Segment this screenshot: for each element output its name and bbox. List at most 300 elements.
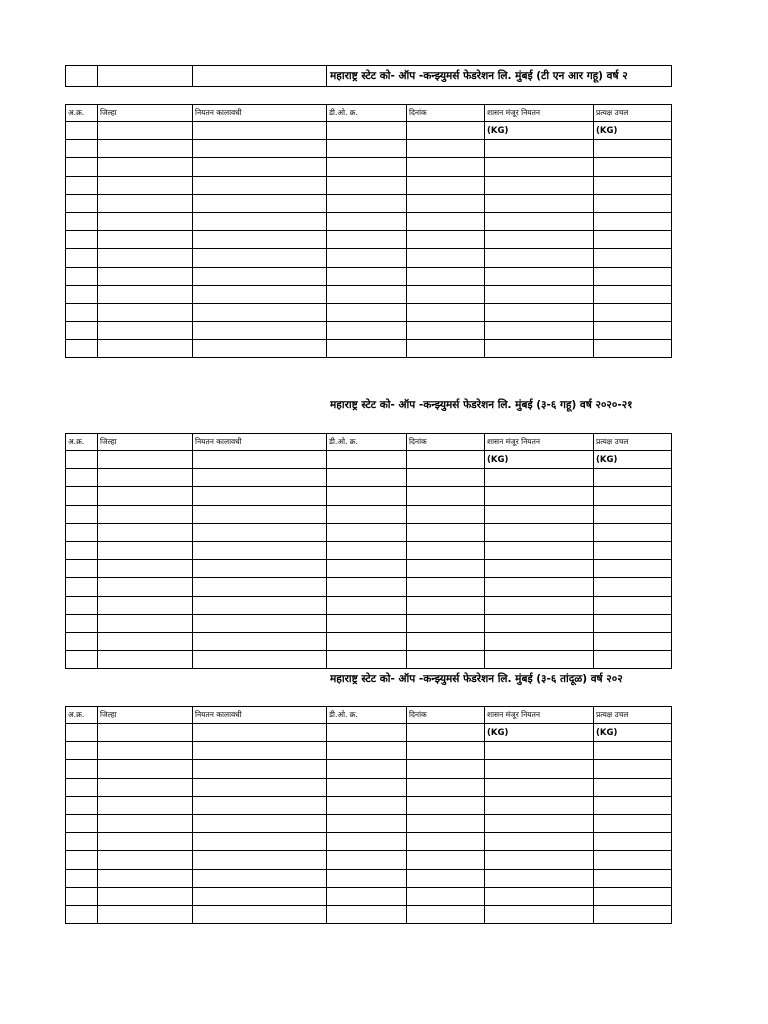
cell-district bbox=[98, 523, 193, 541]
cell-allocation-period bbox=[193, 833, 327, 851]
cell-serial-no bbox=[66, 905, 98, 923]
cell-do-number bbox=[327, 487, 407, 505]
cell-date bbox=[407, 851, 485, 869]
cell-do-number bbox=[327, 614, 407, 632]
cell-allocation-period bbox=[193, 176, 327, 194]
cell-allocation-period bbox=[193, 267, 327, 285]
cell-do-number bbox=[327, 887, 407, 905]
cell-serial-no bbox=[66, 814, 98, 832]
cell-do-number bbox=[327, 231, 407, 249]
cell-district bbox=[98, 814, 193, 832]
cell-date bbox=[407, 541, 485, 559]
cell-do-number bbox=[327, 778, 407, 796]
cell-do-number bbox=[327, 596, 407, 614]
table-row bbox=[66, 505, 672, 523]
cell-district bbox=[98, 778, 193, 796]
cell-actual-lifting bbox=[594, 487, 672, 505]
cell-date bbox=[407, 724, 485, 742]
cell-district bbox=[98, 632, 193, 650]
cell-date bbox=[407, 212, 485, 230]
cell-actual-lifting bbox=[594, 632, 672, 650]
cell-actual-lifting bbox=[594, 322, 672, 340]
cell-govt-sanctioned-allocation bbox=[485, 212, 594, 230]
allocation-table-1 bbox=[65, 104, 672, 358]
cell-district bbox=[98, 833, 193, 851]
cell-actual-lifting bbox=[594, 523, 672, 541]
cell-do-number bbox=[327, 851, 407, 869]
cell-actual-lifting bbox=[594, 212, 672, 230]
header-serial-no: अ.क्र. bbox=[66, 434, 98, 451]
table-row bbox=[66, 469, 672, 487]
cell-district bbox=[98, 578, 193, 596]
cell-govt-sanctioned-allocation bbox=[485, 632, 594, 650]
table-row bbox=[66, 140, 672, 158]
cell-date bbox=[407, 869, 485, 887]
cell-actual-lifting bbox=[594, 578, 672, 596]
cell-district bbox=[98, 303, 193, 321]
cell-date bbox=[407, 632, 485, 650]
cell-date bbox=[407, 796, 485, 814]
cell-serial-no bbox=[66, 322, 98, 340]
cell-do-number bbox=[327, 578, 407, 596]
table-row bbox=[66, 249, 672, 267]
cell-do-number bbox=[327, 140, 407, 158]
cell-allocation-period bbox=[193, 158, 327, 176]
cell-date bbox=[407, 231, 485, 249]
cell-actual-lifting bbox=[594, 833, 672, 851]
cell-do-number bbox=[327, 212, 407, 230]
cell-actual-lifting bbox=[594, 760, 672, 778]
cell-serial-no bbox=[66, 505, 98, 523]
cell-govt-sanctioned-allocation bbox=[485, 851, 594, 869]
cell-do-number bbox=[327, 285, 407, 303]
cell-serial-no bbox=[66, 194, 98, 212]
table-row bbox=[66, 596, 672, 614]
cell-allocation-period bbox=[193, 614, 327, 632]
cell-allocation-period bbox=[193, 340, 327, 358]
cell-date bbox=[407, 487, 485, 505]
cell-govt-sanctioned-allocation: (KG) bbox=[485, 451, 594, 469]
cell-govt-sanctioned-allocation bbox=[485, 778, 594, 796]
cell-serial-no bbox=[66, 487, 98, 505]
cell-allocation-period bbox=[193, 632, 327, 650]
cell-actual-lifting bbox=[594, 158, 672, 176]
cell-district bbox=[98, 231, 193, 249]
cell-district bbox=[98, 212, 193, 230]
cell-allocation-period bbox=[193, 140, 327, 158]
table-row bbox=[66, 632, 672, 650]
cell-actual-lifting bbox=[594, 596, 672, 614]
cell-district bbox=[98, 176, 193, 194]
cell-allocation-period bbox=[193, 560, 327, 578]
cell-govt-sanctioned-allocation bbox=[485, 887, 594, 905]
cell-district bbox=[98, 340, 193, 358]
header-row bbox=[66, 105, 672, 122]
cell-do-number bbox=[327, 651, 407, 669]
cell-date bbox=[407, 905, 485, 923]
cell-govt-sanctioned-allocation bbox=[485, 176, 594, 194]
cell-allocation-period bbox=[193, 724, 327, 742]
federation-title-tnr-wheat: महाराष्ट्र स्टेट को- ऑप -कन्झ्युमर्स फेडरेशन लि. मुंबई (टी एन आर गहू) वर्ष २ bbox=[327, 66, 672, 87]
cell-actual-lifting bbox=[594, 267, 672, 285]
cell-do-number bbox=[327, 905, 407, 923]
cell-govt-sanctioned-allocation bbox=[485, 742, 594, 760]
cell-govt-sanctioned-allocation bbox=[485, 614, 594, 632]
header-district: जिल्हा bbox=[98, 707, 193, 724]
cell-do-number bbox=[327, 469, 407, 487]
header-govt-sanctioned-allocation: शासन मंजूर नियतन bbox=[485, 434, 594, 451]
cell-date bbox=[407, 523, 485, 541]
cell-serial-no bbox=[66, 340, 98, 358]
cell-allocation-period bbox=[193, 596, 327, 614]
table-row bbox=[66, 194, 672, 212]
header-district: जिल्हा bbox=[98, 105, 193, 122]
cell-allocation-period bbox=[193, 814, 327, 832]
cell-allocation-period bbox=[193, 523, 327, 541]
cell-actual-lifting bbox=[594, 249, 672, 267]
cell-govt-sanctioned-allocation bbox=[485, 796, 594, 814]
cell-do-number bbox=[327, 541, 407, 559]
header-serial-no: अ.क्र. bbox=[66, 105, 98, 122]
cell-date bbox=[407, 742, 485, 760]
cell-do-number bbox=[327, 742, 407, 760]
cell-allocation-period bbox=[193, 122, 327, 140]
cell-date bbox=[407, 267, 485, 285]
cell-actual-lifting: (KG) bbox=[594, 451, 672, 469]
cell-do-number bbox=[327, 322, 407, 340]
cell-actual-lifting bbox=[594, 303, 672, 321]
table-row bbox=[66, 869, 672, 887]
cell-allocation-period bbox=[193, 285, 327, 303]
cell-govt-sanctioned-allocation bbox=[485, 469, 594, 487]
cell-actual-lifting: (KG) bbox=[594, 724, 672, 742]
cell-district bbox=[98, 267, 193, 285]
cell-serial-no bbox=[66, 285, 98, 303]
table-row bbox=[66, 760, 672, 778]
cell-do-number bbox=[327, 833, 407, 851]
cell-date bbox=[407, 505, 485, 523]
cell-date bbox=[407, 778, 485, 796]
cell-actual-lifting bbox=[594, 340, 672, 358]
cell-date bbox=[407, 285, 485, 303]
cell-allocation-period bbox=[193, 651, 327, 669]
cell-do-number bbox=[327, 158, 407, 176]
cell-district bbox=[98, 122, 193, 140]
cell-district bbox=[98, 869, 193, 887]
cell-govt-sanctioned-allocation bbox=[485, 760, 594, 778]
cell-govt-sanctioned-allocation: (KG) bbox=[485, 122, 594, 140]
cell-do-number bbox=[327, 505, 407, 523]
table-row bbox=[66, 905, 672, 923]
cell-govt-sanctioned-allocation bbox=[485, 833, 594, 851]
cell-date bbox=[407, 451, 485, 469]
cell-serial-no bbox=[66, 303, 98, 321]
cell-allocation-period bbox=[193, 322, 327, 340]
cell-govt-sanctioned-allocation bbox=[485, 541, 594, 559]
table-row bbox=[66, 487, 672, 505]
header-date: दिनांक bbox=[407, 707, 485, 724]
cell-district bbox=[98, 322, 193, 340]
cell-allocation-period bbox=[193, 505, 327, 523]
cell-govt-sanctioned-allocation bbox=[485, 869, 594, 887]
cell-govt-sanctioned-allocation bbox=[485, 340, 594, 358]
cell-allocation-period bbox=[193, 231, 327, 249]
cell-actual-lifting bbox=[594, 651, 672, 669]
cell-actual-lifting bbox=[594, 176, 672, 194]
cell-date bbox=[407, 194, 485, 212]
cell-actual-lifting bbox=[594, 796, 672, 814]
cell-serial-no bbox=[66, 632, 98, 650]
table-row bbox=[66, 742, 672, 760]
cell-serial-no bbox=[66, 231, 98, 249]
header-do-number: डी.ओ. क्र. bbox=[327, 105, 407, 122]
header-do-number: डी.ओ. क्र. bbox=[327, 434, 407, 451]
cell-district bbox=[98, 249, 193, 267]
cell-actual-lifting bbox=[594, 231, 672, 249]
table-row bbox=[66, 614, 672, 632]
cell-allocation-period bbox=[193, 905, 327, 923]
cell-date bbox=[407, 340, 485, 358]
cell-serial-no bbox=[66, 596, 98, 614]
header-allocation-period: नियतन कालावधी bbox=[193, 434, 327, 451]
table-row bbox=[66, 851, 672, 869]
cell-do-number bbox=[327, 760, 407, 778]
cell-district bbox=[98, 505, 193, 523]
cell-govt-sanctioned-allocation bbox=[485, 158, 594, 176]
title-row bbox=[65, 65, 672, 87]
cell-serial-no bbox=[66, 560, 98, 578]
header-govt-sanctioned-allocation: शासन मंजूर नियतन bbox=[485, 105, 594, 122]
cell-govt-sanctioned-allocation bbox=[485, 285, 594, 303]
header-actual-lifting: प्रत्यक्ष उचल bbox=[594, 105, 672, 122]
cell-allocation-period bbox=[193, 851, 327, 869]
table-row bbox=[66, 322, 672, 340]
cell-date bbox=[407, 596, 485, 614]
header-allocation-period: नियतन कालावधी bbox=[193, 707, 327, 724]
cell-actual-lifting bbox=[594, 778, 672, 796]
cell-govt-sanctioned-allocation bbox=[485, 249, 594, 267]
cell-allocation-period bbox=[193, 303, 327, 321]
federation-title-3-6-rice: महाराष्ट्र स्टेट को- ऑप -कन्झ्युमर्स फेडरेशन लि. मुंबई (३-६ तांदूळ) वर्ष २०२ bbox=[330, 673, 623, 685]
header-date: दिनांक bbox=[407, 105, 485, 122]
header-serial-no: अ.क्र. bbox=[66, 707, 98, 724]
cell-actual-lifting bbox=[594, 560, 672, 578]
title-row-cell-serial bbox=[66, 66, 98, 87]
table-row bbox=[66, 158, 672, 176]
cell-date bbox=[407, 249, 485, 267]
cell-actual-lifting bbox=[594, 851, 672, 869]
cell-govt-sanctioned-allocation bbox=[485, 487, 594, 505]
cell-district bbox=[98, 742, 193, 760]
cell-allocation-period bbox=[193, 869, 327, 887]
cell-district bbox=[98, 724, 193, 742]
cell-do-number bbox=[327, 814, 407, 832]
cell-govt-sanctioned-allocation bbox=[485, 560, 594, 578]
cell-govt-sanctioned-allocation bbox=[485, 523, 594, 541]
cell-date bbox=[407, 887, 485, 905]
cell-district bbox=[98, 651, 193, 669]
cell-actual-lifting bbox=[594, 194, 672, 212]
header-allocation-period: नियतन कालावधी bbox=[193, 105, 327, 122]
cell-allocation-period bbox=[193, 742, 327, 760]
unit-row bbox=[66, 122, 672, 140]
unit-row bbox=[66, 451, 672, 469]
cell-date bbox=[407, 614, 485, 632]
cell-serial-no bbox=[66, 778, 98, 796]
cell-date bbox=[407, 122, 485, 140]
cell-do-number bbox=[327, 176, 407, 194]
cell-serial-no bbox=[66, 833, 98, 851]
cell-serial-no bbox=[66, 887, 98, 905]
cell-allocation-period bbox=[193, 194, 327, 212]
table-row bbox=[66, 285, 672, 303]
cell-serial-no bbox=[66, 212, 98, 230]
cell-actual-lifting bbox=[594, 285, 672, 303]
cell-district bbox=[98, 760, 193, 778]
cell-district bbox=[98, 285, 193, 303]
cell-do-number bbox=[327, 194, 407, 212]
cell-govt-sanctioned-allocation bbox=[485, 231, 594, 249]
cell-date bbox=[407, 322, 485, 340]
cell-district bbox=[98, 140, 193, 158]
cell-date bbox=[407, 560, 485, 578]
cell-do-number bbox=[327, 796, 407, 814]
cell-govt-sanctioned-allocation bbox=[485, 505, 594, 523]
cell-allocation-period bbox=[193, 760, 327, 778]
cell-govt-sanctioned-allocation bbox=[485, 194, 594, 212]
cell-govt-sanctioned-allocation bbox=[485, 651, 594, 669]
cell-do-number bbox=[327, 340, 407, 358]
cell-date bbox=[407, 814, 485, 832]
cell-govt-sanctioned-allocation bbox=[485, 322, 594, 340]
cell-serial-no bbox=[66, 869, 98, 887]
cell-serial-no bbox=[66, 796, 98, 814]
cell-district bbox=[98, 614, 193, 632]
table-row bbox=[66, 176, 672, 194]
cell-serial-no bbox=[66, 176, 98, 194]
table-row bbox=[66, 560, 672, 578]
cell-district bbox=[98, 158, 193, 176]
table-row bbox=[66, 303, 672, 321]
cell-allocation-period bbox=[193, 249, 327, 267]
cell-serial-no bbox=[66, 140, 98, 158]
cell-allocation-period bbox=[193, 469, 327, 487]
header-date: दिनांक bbox=[407, 434, 485, 451]
cell-actual-lifting bbox=[594, 614, 672, 632]
cell-serial-no bbox=[66, 158, 98, 176]
cell-date bbox=[407, 578, 485, 596]
table-row bbox=[66, 796, 672, 814]
cell-serial-no bbox=[66, 724, 98, 742]
cell-govt-sanctioned-allocation: (KG) bbox=[485, 724, 594, 742]
cell-serial-no bbox=[66, 578, 98, 596]
header-actual-lifting: प्रत्यक्ष उचल bbox=[594, 434, 672, 451]
table-row bbox=[66, 887, 672, 905]
table-row bbox=[66, 212, 672, 230]
federation-title-3-6-wheat: महाराष्ट्र स्टेट को- ऑप -कन्झ्युमर्स फेडरेशन लि. मुंबई (३-६ गहू) वर्ष २०२०-२१ bbox=[330, 399, 633, 411]
cell-district bbox=[98, 596, 193, 614]
cell-actual-lifting bbox=[594, 814, 672, 832]
cell-serial-no bbox=[66, 742, 98, 760]
cell-serial-no bbox=[66, 541, 98, 559]
cell-do-number bbox=[327, 724, 407, 742]
title-row-line bbox=[66, 66, 672, 87]
cell-district bbox=[98, 851, 193, 869]
cell-serial-no bbox=[66, 614, 98, 632]
table-row bbox=[66, 340, 672, 358]
header-district: जिल्हा bbox=[98, 434, 193, 451]
cell-allocation-period bbox=[193, 887, 327, 905]
cell-date bbox=[407, 833, 485, 851]
cell-allocation-period bbox=[193, 796, 327, 814]
cell-actual-lifting bbox=[594, 887, 672, 905]
cell-do-number bbox=[327, 451, 407, 469]
cell-district bbox=[98, 560, 193, 578]
cell-do-number bbox=[327, 523, 407, 541]
cell-serial-no bbox=[66, 651, 98, 669]
cell-serial-no bbox=[66, 249, 98, 267]
cell-district bbox=[98, 451, 193, 469]
cell-serial-no bbox=[66, 523, 98, 541]
cell-district bbox=[98, 905, 193, 923]
cell-do-number bbox=[327, 869, 407, 887]
cell-do-number bbox=[327, 560, 407, 578]
cell-allocation-period bbox=[193, 451, 327, 469]
cell-actual-lifting bbox=[594, 140, 672, 158]
table-row bbox=[66, 541, 672, 559]
cell-date bbox=[407, 469, 485, 487]
header-row bbox=[66, 707, 672, 724]
cell-date bbox=[407, 303, 485, 321]
cell-district bbox=[98, 796, 193, 814]
cell-govt-sanctioned-allocation bbox=[485, 578, 594, 596]
table-row bbox=[66, 578, 672, 596]
cell-govt-sanctioned-allocation bbox=[485, 267, 594, 285]
cell-district bbox=[98, 194, 193, 212]
cell-allocation-period bbox=[193, 541, 327, 559]
cell-serial-no bbox=[66, 469, 98, 487]
cell-date bbox=[407, 140, 485, 158]
allocation-table-2 bbox=[65, 433, 672, 669]
cell-date bbox=[407, 176, 485, 194]
cell-do-number bbox=[327, 122, 407, 140]
cell-district bbox=[98, 887, 193, 905]
cell-serial-no bbox=[66, 760, 98, 778]
cell-date bbox=[407, 158, 485, 176]
cell-serial-no bbox=[66, 451, 98, 469]
cell-do-number bbox=[327, 267, 407, 285]
cell-allocation-period bbox=[193, 578, 327, 596]
cell-govt-sanctioned-allocation bbox=[485, 596, 594, 614]
table-row bbox=[66, 814, 672, 832]
header-actual-lifting: प्रत्यक्ष उचल bbox=[594, 707, 672, 724]
cell-serial-no bbox=[66, 122, 98, 140]
cell-actual-lifting bbox=[594, 505, 672, 523]
table-row bbox=[66, 833, 672, 851]
cell-do-number bbox=[327, 632, 407, 650]
cell-actual-lifting bbox=[594, 742, 672, 760]
unit-row bbox=[66, 724, 672, 742]
cell-govt-sanctioned-allocation bbox=[485, 303, 594, 321]
cell-serial-no bbox=[66, 267, 98, 285]
cell-actual-lifting bbox=[594, 469, 672, 487]
table-row bbox=[66, 778, 672, 796]
cell-govt-sanctioned-allocation bbox=[485, 140, 594, 158]
table-row bbox=[66, 231, 672, 249]
cell-district bbox=[98, 541, 193, 559]
cell-date bbox=[407, 651, 485, 669]
cell-allocation-period bbox=[193, 778, 327, 796]
